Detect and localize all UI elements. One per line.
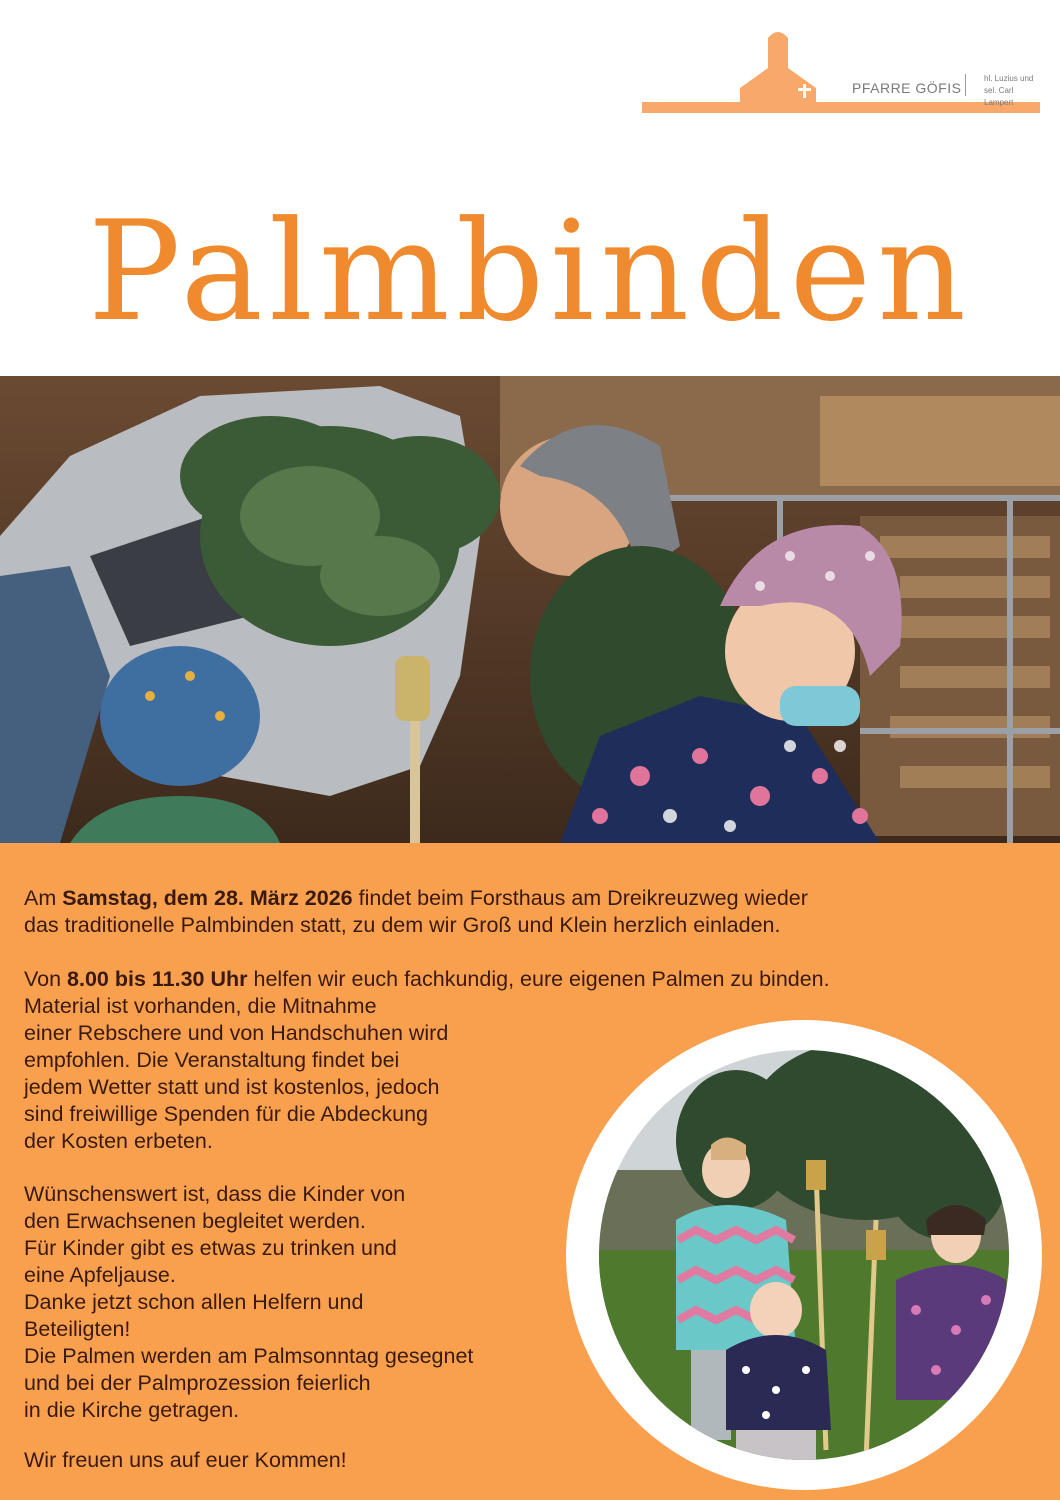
info-line: Danke jetzt schon allen Helfern und	[24, 1290, 364, 1314]
info-line: Die Palmen werden am Palmsonntag gesegnet	[24, 1344, 474, 1368]
material-line: der Kosten erbeten.	[24, 1129, 213, 1153]
material-line: jedem Wetter statt und ist kostenlos, jedoch	[24, 1075, 440, 1099]
info-line: Wünschenswert ist, dass die Kinder von	[24, 1182, 406, 1206]
intro-pre: Am	[24, 886, 63, 910]
intro-paragraph	[24, 885, 1036, 939]
time-pre: Von	[24, 967, 68, 991]
info-line: in die Kirche getragen.	[24, 1398, 240, 1422]
info-line: Für Kinder gibt es etwas zu trinken und	[24, 1236, 397, 1260]
time-post: helfen wir euch fachkundig, eure eigenen Palmen zu binden.	[247, 967, 830, 991]
children-photo	[566, 1020, 1042, 1490]
event-time: 8.00 bis 11.30 Uhr	[67, 967, 248, 991]
patron-line-2: sel. Carl Lampert	[984, 86, 1014, 107]
material-line: sind freiwillige Spenden für die Abdeckung	[24, 1102, 428, 1126]
info-line: und bei der Palmprozession feierlich	[24, 1371, 371, 1395]
material-line: empfohlen. Die Veranstaltung findet bei	[24, 1048, 400, 1072]
material-line: Material ist vorhanden, die Mitnahme	[24, 994, 377, 1018]
info-line: den Erwachsenen begleitet werden.	[24, 1209, 366, 1233]
info-paragraph	[24, 1181, 644, 1424]
parish-name: PFARRE GÖFIS	[852, 80, 962, 96]
main-photo	[0, 376, 1060, 843]
event-date: Samstag, dem 28. März 2026	[62, 886, 353, 910]
church-silhouette-icon	[640, 28, 1040, 118]
intro-post: findet beim Forsthaus am Dreikreuzweg wieder	[352, 886, 808, 910]
logo-divider	[965, 74, 966, 96]
info-line: Beteiligten!	[24, 1317, 131, 1341]
parish-patrons	[984, 73, 1040, 109]
patron-line-1: hl. Luzius und	[984, 74, 1034, 83]
intro-line-2: das traditionelle Palmbinden statt, zu dem wir Groß und Klein herzlich einladen.	[24, 913, 781, 937]
info-line: eine Apfeljause.	[24, 1263, 176, 1287]
page-title: Palmbinden	[87, 191, 973, 352]
parish-logo	[640, 28, 1040, 118]
closing-line: Wir freuen uns auf euer Kommen!	[24, 1448, 347, 1472]
material-line: einer Rebschere und von Handschuhen wird	[24, 1021, 449, 1045]
